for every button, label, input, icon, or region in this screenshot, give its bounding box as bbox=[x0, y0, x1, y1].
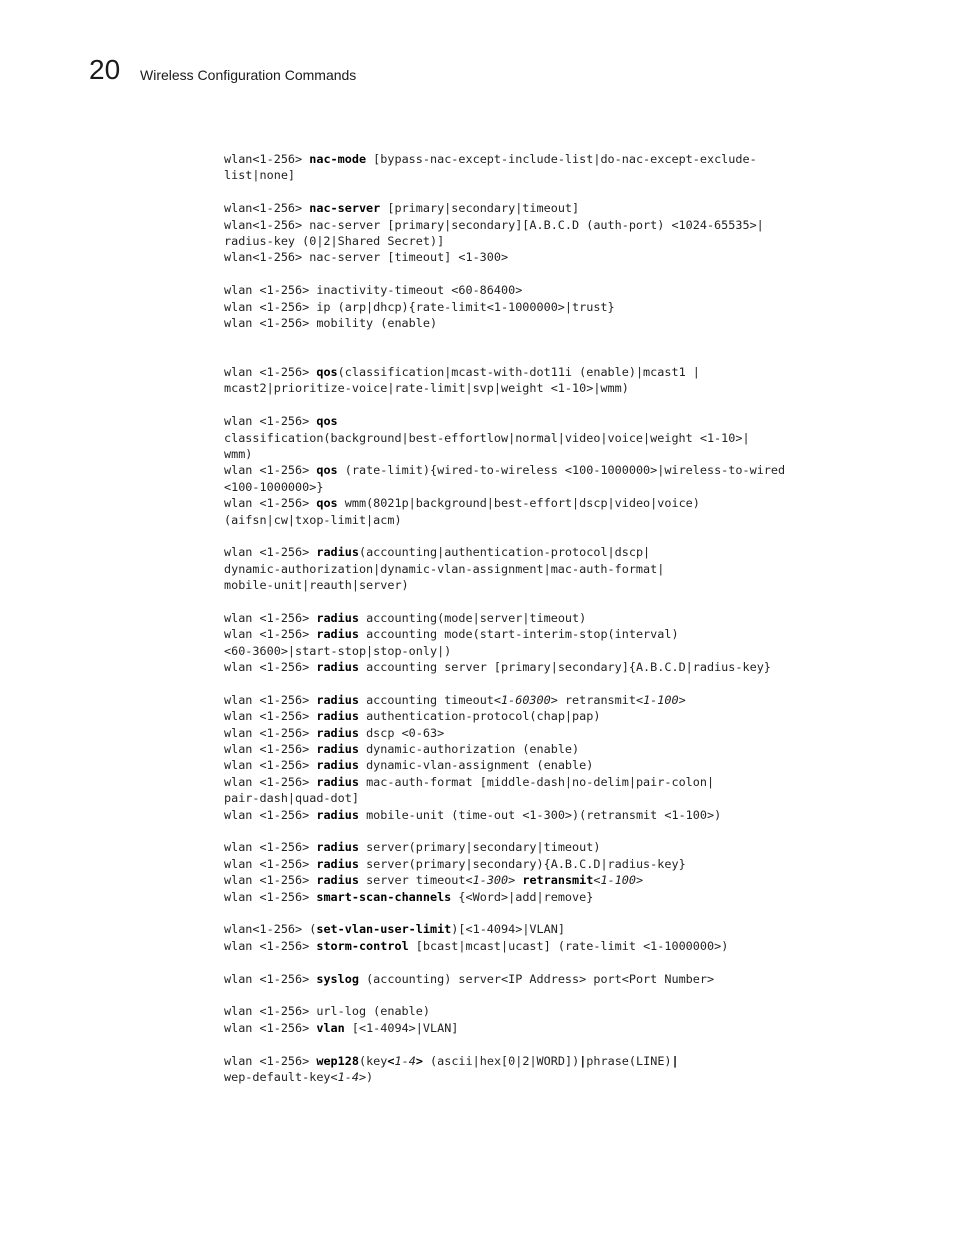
syntax-line bbox=[224, 643, 874, 659]
syntax-line bbox=[224, 413, 874, 429]
syntax-block bbox=[224, 364, 874, 397]
chapter-title: Wireless Configuration Commands bbox=[140, 67, 357, 83]
syntax-text: > bbox=[508, 873, 523, 888]
syntax-text: dscp <0-63> bbox=[358, 725, 445, 740]
syntax-text: accounting server [primary|secondary]{A.B.C.D|radius-key} bbox=[358, 660, 771, 675]
syntax-text: wlan <1-256> bbox=[224, 1020, 317, 1035]
command-keyword: wep128 bbox=[316, 1053, 359, 1068]
syntax-line bbox=[224, 872, 874, 888]
syntax-block bbox=[224, 1003, 874, 1036]
syntax-text: radius-key (0|2|Shared Secret)] bbox=[224, 233, 445, 248]
syntax-text: wlan <1-256> bbox=[224, 1053, 317, 1068]
syntax-line bbox=[224, 249, 874, 265]
block-spacer bbox=[224, 184, 874, 200]
block-spacer bbox=[224, 676, 874, 692]
command-keyword: radius bbox=[316, 774, 359, 789]
syntax-text: < bbox=[593, 873, 601, 888]
syntax-text: server(primary|secondary|timeout) bbox=[358, 840, 601, 855]
syntax-text: [<1-4094>|VLAN] bbox=[344, 1020, 459, 1035]
syntax-text: [bcast|mcast|ucast] (rate-limit <1-1000000>) bbox=[408, 938, 729, 953]
command-keyword: nac-mode bbox=[309, 152, 367, 166]
syntax-text: wlan <1-256> bbox=[224, 873, 317, 888]
syntax-block bbox=[224, 610, 874, 676]
parameter-range: 1-4 bbox=[394, 1053, 416, 1068]
syntax-text: [bypass-nac-except-include-list|do-nac-except-exclude- bbox=[366, 152, 757, 166]
syntax-line bbox=[224, 1020, 874, 1036]
syntax-text: wlan <1-256> bbox=[224, 725, 317, 740]
command-keyword: smart-scan-channels bbox=[316, 889, 452, 904]
command-keyword: radius bbox=[316, 545, 359, 560]
syntax-text: > bbox=[678, 692, 686, 707]
syntax-text: dynamic-vlan-assignment (enable) bbox=[358, 758, 594, 773]
syntax-line bbox=[224, 561, 874, 577]
block-spacer bbox=[224, 528, 874, 544]
block-spacer bbox=[224, 905, 874, 921]
parameter-range: 1-300 bbox=[472, 873, 509, 888]
parameter-range: 1-100 bbox=[600, 873, 636, 888]
syntax-text: classification(background|best-effortlow|normal|video|voice|weight <1-10>| bbox=[224, 430, 750, 445]
syntax-line bbox=[224, 856, 874, 872]
command-keyword: < bbox=[387, 1053, 395, 1068]
syntax-line bbox=[224, 577, 874, 593]
syntax-line bbox=[224, 774, 874, 790]
syntax-line bbox=[224, 151, 874, 167]
syntax-text: server timeout< bbox=[358, 873, 473, 888]
syntax-block bbox=[224, 1053, 874, 1086]
block-spacer bbox=[224, 266, 874, 282]
syntax-text: (rate-limit){wired-to-wireless <100-1000000>|wireless-to-wired bbox=[337, 463, 786, 478]
syntax-line bbox=[224, 430, 874, 446]
command-keyword: radius bbox=[316, 840, 359, 855]
syntax-block bbox=[224, 200, 874, 266]
syntax-text: (aifsn|cw|txop-limit|acm) bbox=[224, 512, 402, 527]
syntax-text: wlan <1-256> url-log (enable) bbox=[224, 1004, 430, 1019]
command-keyword: set-vlan-user-limit bbox=[316, 922, 452, 937]
syntax-line bbox=[224, 610, 874, 626]
command-keyword: nac-server bbox=[309, 201, 381, 216]
block-spacer bbox=[224, 331, 874, 364]
block-spacer bbox=[224, 1036, 874, 1052]
syntax-text: wlan<1-256> ( bbox=[224, 922, 317, 937]
syntax-line bbox=[224, 200, 874, 216]
syntax-line bbox=[224, 626, 874, 642]
syntax-line bbox=[224, 315, 874, 331]
syntax-text: wlan<1-256> nac-server [timeout] <1-300> bbox=[224, 250, 509, 265]
command-keyword: qos bbox=[316, 414, 338, 429]
syntax-line bbox=[224, 380, 874, 396]
syntax-line bbox=[224, 1069, 874, 1085]
syntax-text: mac-auth-format [middle-dash|no-delim|pair-colon| bbox=[358, 774, 715, 789]
block-spacer bbox=[224, 987, 874, 1003]
command-keyword: retransmit bbox=[522, 873, 594, 888]
syntax-text: wmm) bbox=[224, 447, 253, 462]
command-keyword: qos bbox=[316, 463, 338, 478]
syntax-text: (classification|mcast-with-dot11i (enable)|mcast1 | bbox=[337, 365, 700, 380]
syntax-text: wep-default-key< bbox=[224, 1069, 338, 1084]
syntax-text: wlan <1-256> inactivity-timeout <60-86400> bbox=[224, 283, 523, 298]
command-syntax-listing bbox=[224, 151, 874, 1085]
syntax-text: wlan <1-256> bbox=[224, 889, 317, 904]
block-spacer bbox=[224, 397, 874, 413]
syntax-text: <60-3600>|start-stop|stop-only|) bbox=[224, 643, 452, 658]
syntax-text: wlan <1-256> bbox=[224, 856, 317, 871]
syntax-block bbox=[224, 413, 874, 528]
syntax-text: wlan <1-256> bbox=[224, 610, 317, 625]
syntax-text: wlan <1-256> bbox=[224, 840, 317, 855]
syntax-line bbox=[224, 757, 874, 773]
syntax-text: phrase(LINE) bbox=[586, 1053, 672, 1068]
syntax-line bbox=[224, 1003, 874, 1019]
syntax-text: wlan <1-256> bbox=[224, 627, 317, 642]
syntax-text: dynamic-authorization|dynamic-vlan-assignment|mac-auth-format| bbox=[224, 561, 665, 576]
command-keyword: | bbox=[671, 1053, 679, 1068]
syntax-text: wlan <1-256> bbox=[224, 774, 317, 789]
syntax-block bbox=[224, 839, 874, 905]
command-keyword: vlan bbox=[316, 1020, 345, 1035]
syntax-line bbox=[224, 512, 874, 528]
block-spacer bbox=[224, 594, 874, 610]
parameter-range: 1-60300 bbox=[501, 692, 551, 707]
syntax-line bbox=[224, 839, 874, 855]
command-keyword: radius bbox=[316, 856, 359, 871]
syntax-line bbox=[224, 167, 874, 183]
syntax-line bbox=[224, 233, 874, 249]
command-keyword: syslog bbox=[316, 971, 359, 986]
syntax-text: wlan <1-256> mobility (enable) bbox=[224, 315, 438, 330]
syntax-line bbox=[224, 938, 874, 954]
syntax-line bbox=[224, 708, 874, 724]
syntax-line bbox=[224, 299, 874, 315]
syntax-text: )[<1-4094>|VLAN] bbox=[451, 922, 565, 937]
syntax-text: [primary|secondary|timeout] bbox=[380, 201, 580, 216]
syntax-text: <100-1000000>} bbox=[224, 479, 324, 494]
command-keyword: radius bbox=[316, 873, 359, 888]
syntax-text: (ascii|hex[0|2|WORD]) bbox=[422, 1053, 580, 1068]
command-keyword: radius bbox=[316, 610, 359, 625]
block-spacer bbox=[224, 823, 874, 839]
syntax-text: accounting mode(start-interim-stop(interval) bbox=[358, 627, 679, 642]
command-keyword: radius bbox=[316, 660, 359, 675]
command-keyword: radius bbox=[316, 742, 359, 757]
syntax-text: wlan <1-256> bbox=[224, 496, 317, 511]
syntax-text: wlan <1-256> bbox=[224, 807, 317, 822]
syntax-line bbox=[224, 217, 874, 233]
chapter-number: 20 bbox=[89, 54, 121, 85]
syntax-text: wlan <1-256> bbox=[224, 414, 317, 429]
syntax-text: wlan <1-256> ip (arp|dhcp){rate-limit<1-1000000>|trust} bbox=[224, 299, 615, 314]
syntax-block bbox=[224, 544, 874, 593]
syntax-line bbox=[224, 659, 874, 675]
syntax-text: > retransmit< bbox=[550, 692, 644, 707]
syntax-text: > bbox=[636, 873, 644, 888]
command-keyword: radius bbox=[316, 758, 359, 773]
syntax-line bbox=[224, 921, 874, 937]
syntax-line bbox=[224, 462, 874, 478]
syntax-text: mobile-unit (time-out <1-300>)(retransmit <1-100>) bbox=[358, 807, 722, 822]
syntax-line bbox=[224, 544, 874, 560]
command-keyword: radius bbox=[316, 692, 359, 707]
syntax-text: wlan <1-256> bbox=[224, 938, 317, 953]
syntax-line bbox=[224, 495, 874, 511]
syntax-text: (accounting|authentication-protocol|dscp| bbox=[358, 545, 651, 560]
syntax-text: wlan<1-256> bbox=[224, 152, 310, 166]
syntax-line bbox=[224, 725, 874, 741]
syntax-line bbox=[224, 364, 874, 380]
command-keyword: | bbox=[579, 1053, 587, 1068]
syntax-block bbox=[224, 692, 874, 823]
syntax-text: wlan <1-256> bbox=[224, 365, 317, 380]
syntax-text: accounting(mode|server|timeout) bbox=[358, 610, 587, 625]
syntax-line bbox=[224, 1053, 874, 1069]
syntax-line bbox=[224, 889, 874, 905]
syntax-text: wlan <1-256> bbox=[224, 709, 317, 724]
syntax-line bbox=[224, 446, 874, 462]
syntax-text: (key bbox=[358, 1053, 388, 1068]
syntax-text: authentication-protocol(chap|pap) bbox=[358, 709, 601, 724]
command-keyword: radius bbox=[316, 709, 359, 724]
syntax-text: list|none] bbox=[224, 168, 296, 183]
syntax-text: wmm(8021p|background|best-effort|dscp|video|voice) bbox=[337, 496, 700, 511]
syntax-line bbox=[224, 790, 874, 806]
syntax-line bbox=[224, 479, 874, 495]
syntax-text: wlan <1-256> bbox=[224, 660, 317, 675]
command-keyword: radius bbox=[316, 725, 359, 740]
syntax-block bbox=[224, 151, 874, 184]
syntax-text: mobile-unit|reauth|server) bbox=[224, 578, 409, 593]
syntax-text: wlan <1-256> bbox=[224, 971, 317, 986]
syntax-line bbox=[224, 971, 874, 987]
syntax-text: pair-dash|quad-dot] bbox=[224, 791, 359, 806]
syntax-text: (accounting) server<IP Address> port<Port Number> bbox=[358, 971, 715, 986]
command-keyword: qos bbox=[316, 496, 338, 511]
syntax-text: >) bbox=[358, 1069, 374, 1084]
syntax-line bbox=[224, 807, 874, 823]
syntax-text: accounting timeout< bbox=[358, 692, 502, 707]
syntax-text: wlan <1-256> bbox=[224, 545, 317, 560]
command-keyword: radius bbox=[316, 627, 359, 642]
syntax-text: mcast2|prioritize-voice|rate-limit|svp|weight <1-10>|wmm) bbox=[224, 381, 629, 396]
syntax-text: wlan<1-256> nac-server [primary|secondary][A.B.C.D (auth-port) <1024-65535>| bbox=[224, 217, 764, 232]
syntax-text: wlan <1-256> bbox=[224, 692, 317, 707]
command-keyword: qos bbox=[316, 365, 338, 380]
syntax-block bbox=[224, 282, 874, 331]
syntax-text: wlan<1-256> bbox=[224, 201, 310, 216]
syntax-text: wlan <1-256> bbox=[224, 463, 317, 478]
command-keyword: radius bbox=[316, 807, 359, 822]
syntax-text: dynamic-authorization (enable) bbox=[358, 742, 580, 757]
syntax-text: {<Word>|add|remove} bbox=[451, 889, 594, 904]
syntax-block bbox=[224, 971, 874, 987]
syntax-text: server(primary|secondary){A.B.C.D|radius-key} bbox=[358, 856, 686, 871]
syntax-text: wlan <1-256> bbox=[224, 758, 317, 773]
syntax-line bbox=[224, 282, 874, 298]
command-keyword: storm-control bbox=[316, 938, 409, 953]
command-keyword: > bbox=[415, 1053, 423, 1068]
parameter-range: 1-100 bbox=[643, 692, 679, 707]
parameter-range: 1-4 bbox=[337, 1069, 359, 1084]
block-spacer bbox=[224, 954, 874, 970]
syntax-line bbox=[224, 741, 874, 757]
syntax-block bbox=[224, 921, 874, 954]
syntax-text: wlan <1-256> bbox=[224, 742, 317, 757]
syntax-line bbox=[224, 692, 874, 708]
